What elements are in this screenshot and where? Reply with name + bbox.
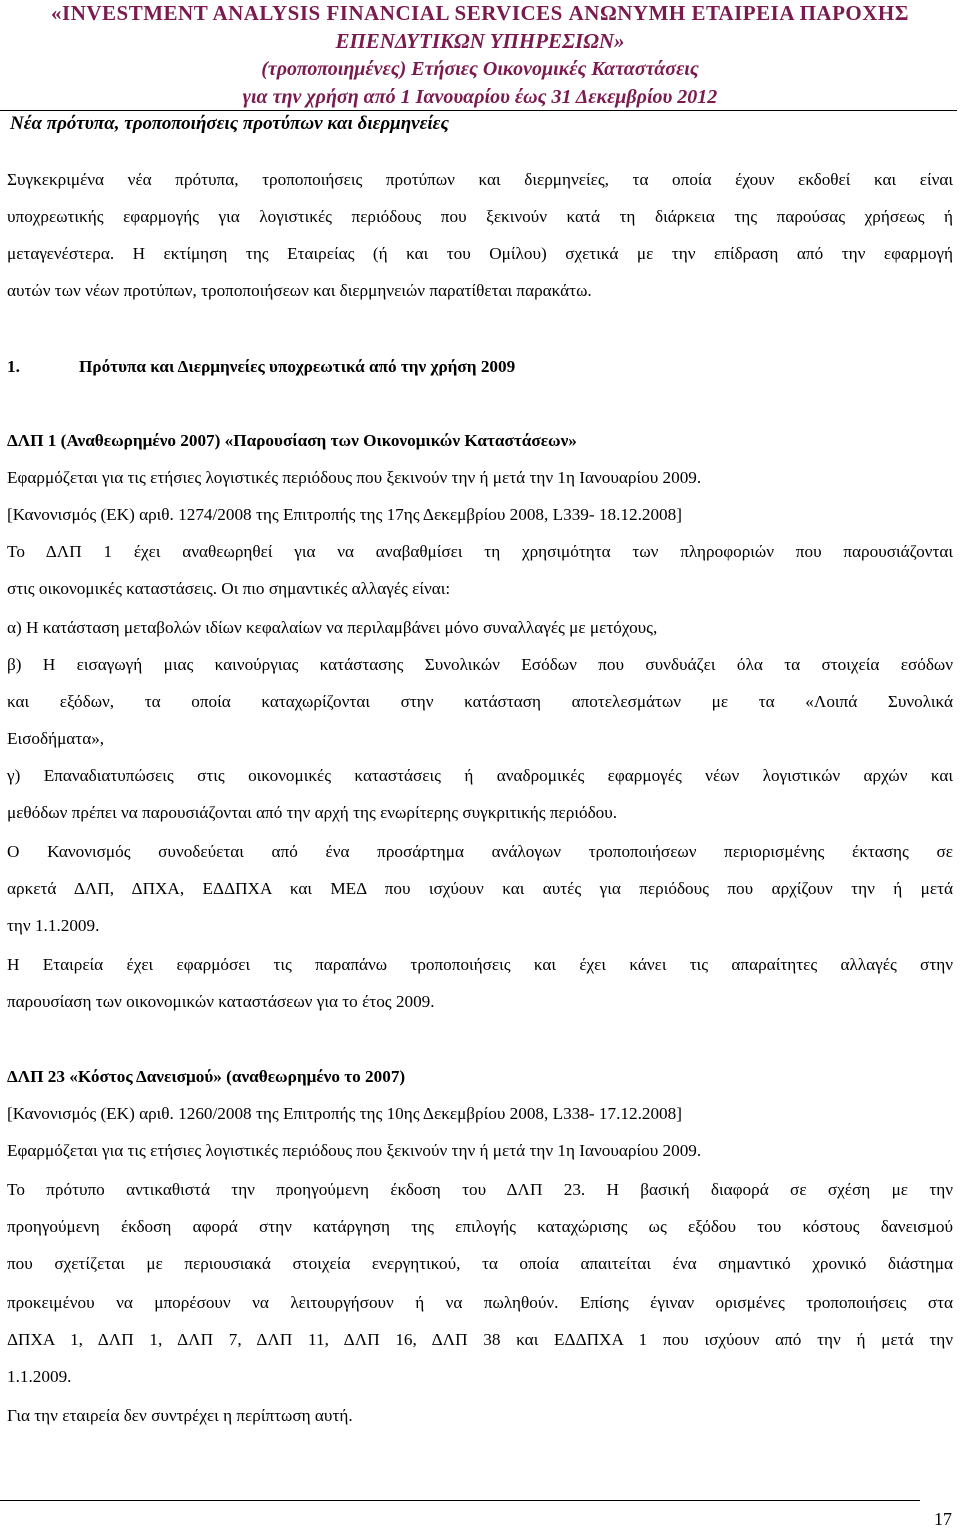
page-number: 17: [934, 1509, 952, 1529]
ias1-line: Η Εταιρεία έχει εφαρμόσει τις παραπάνω τροποποιήσεις και έχει κάνει τις απαραίτητες αλλαγές στην: [7, 955, 953, 974]
ias1-line: Εφαρμόζεται για τις ετήσιες λογιστικές περιόδους που ξεκινούν την ή μετά την 1η Ιανουαρίου 2009.: [7, 468, 702, 487]
subsection-number: 1.: [7, 357, 20, 376]
ias1-line: α) Η κατάσταση μεταβολών ιδίων κεφαλαίων να περιλαμβάνει μόνο συναλλαγές με μετόχους,: [7, 618, 658, 637]
ias1-line: παρουσίαση των οικονομικών καταστάσεων για το έτος 2009.: [7, 992, 435, 1011]
ias23-title: ΔΛΠ 23 «Κόστος Δανεισμού» (αναθεωρημένο το 2007): [7, 1067, 406, 1086]
ias23-line: [Κανονισμός (ΕΚ) αριθ. 1260/2008 της Επιτροπής της 10ης Δεκεμβρίου 2008, L338- 17.12.2008]: [7, 1104, 682, 1123]
intro-line: υποχρεωτικής εφαρμογής για λογιστικές περιόδους που ξεκινούν κατά τη διάρκεια της παρούσας χρήσεως ή: [7, 207, 953, 226]
ias23-line: προηγούμενη έκδοση αφορά στην κατάργηση της επιλογής καταχώρισης ως εξόδου του κόστους δανεισμού: [7, 1217, 953, 1236]
ias23-line: που σχετίζεται με περιουσιακά στοιχεία ενεργητικού, τα οποία απαιτείται ένα σημαντικό χρονικό διάστημα: [7, 1254, 953, 1273]
ias1-line: γ) Επαναδιατυπώσεις στις οικονομικές καταστάσεις ή αναδρομικές εφαρμογές νέων λογιστικών αρχών και: [7, 766, 953, 785]
ias1-line: και εξόδων, τα οποία καταχωρίζονται στην κατάσταση αποτελεσμάτων με τα «Λοιπά Συνολικά: [7, 692, 953, 711]
ias23-line: Το πρότυπο αντικαθιστά την προηγούμενη έκδοση του ΔΛΠ 23. Η βασική διαφορά σε σχέση με την: [7, 1180, 953, 1199]
ias1-line: β) Η εισαγωγή μιας καινούργιας κατάστασης Συνολικών Εσόδων που συνδυάζει όλα τα στοιχεία εσόδων: [7, 655, 953, 674]
header-company-name-cont: ΕΠΕΝΔΥΤΙΚΩΝ ΥΠΗΡΕΣΙΩΝ»: [335, 29, 625, 53]
ias1-title: ΔΛΠ 1 (Αναθεωρημένο 2007) «Παρουσίαση των Οικονομικών Καταστάσεων»: [7, 431, 577, 450]
intro-line: αυτών των νέων προτύπων, τροποποιήσεων και διερμηνειών παρατίθεται παρακάτω.: [7, 281, 592, 300]
ias23-line: Για την εταιρεία δεν συντρέχει η περίπτωση αυτή.: [7, 1406, 353, 1425]
header-divider: [0, 110, 957, 111]
ias23-line: ΔΠΧΑ 1, ΔΛΠ 1, ΔΛΠ 7, ΔΛΠ 11, ΔΛΠ 16, ΔΛΠ 38 και ΕΔΔΠΧΑ 1 που ισχύουν από την ή μετά την: [7, 1330, 953, 1349]
ias1-line: Το ΔΛΠ 1 έχει αναθεωρηθεί για να αναβαθμίσει τη χρησιμότητα των πληροφοριών που παρουσιάζονται: [7, 542, 953, 561]
ias1-line: Εισοδήματα»,: [7, 729, 105, 748]
header-report-period: για την χρήση από 1 Ιανουαρίου έως 31 Δεκεμβρίου 2012: [242, 86, 718, 108]
ias1-line: την 1.1.2009.: [7, 916, 100, 935]
ias23-line: 1.1.2009.: [7, 1367, 72, 1386]
section-title: Νέα πρότυπα, τροποποιήσεις προτύπων και διερμηνείες: [10, 113, 449, 134]
ias1-line: Ο Κανονισμός συνοδεύεται από ένα προσάρτημα ανάλογων τροποποιήσεων περιορισμένης έκτασης σε: [7, 842, 953, 861]
ias23-line: προκειμένου να μπορέσουν να λειτουργήσουν ή να πωληθούν. Επίσης έγιναν ορισμένες τροποποιήσεις στα: [7, 1293, 953, 1312]
ias1-line: στις οικονομικές καταστάσεις. Οι πιο σημαντικές αλλαγές είναι:: [7, 579, 451, 598]
intro-line: Συγκεκριμένα νέα πρότυπα, τροποποιήσεις προτύπων και διερμηνείες, τα οποία έχουν εκδοθεί και είναι: [7, 170, 953, 189]
ias1-line: μεθόδων πρέπει να παρουσιάζονται από την αρχή της ενωρίτερης συγκριτικής περιόδου.: [7, 803, 618, 822]
subsection-title: Πρότυπα και Διερμηνείες υποχρεωτικά από την χρήση 2009: [79, 357, 516, 376]
footer-divider: [0, 1500, 920, 1501]
header-report-title: (τροποποιημένες) Ετήσιες Οικονομικές Καταστάσεις: [261, 58, 699, 80]
ias23-line: Εφαρμόζεται για τις ετήσιες λογιστικές περιόδους που ξεκινούν την ή μετά την 1η Ιανουαρίου 2009.: [7, 1141, 702, 1160]
header-company-name: «INVESTMENT ANALYSIS FINANCIAL SERVICES ΑΝΩΝΥΜΗ ΕΤΑΙΡΕΙΑ ΠΑΡΟΧΗΣ: [51, 1, 909, 25]
ias1-line: [Κανονισμός (ΕΚ) αριθ. 1274/2008 της Επιτροπής της 17ης Δεκεμβρίου 2008, L339- 18.12.2008]: [7, 505, 682, 524]
intro-line: μεταγενέστερα. Η εκτίμηση της Εταιρείας (ή και του Ομίλου) σχετικά με την επίδραση από την εφαρμογή: [7, 244, 953, 263]
ias1-line: αρκετά ΔΛΠ, ΔΠΧΑ, ΕΔΔΠΧΑ και ΜΕΔ που ισχύουν και αυτές για περιόδους που αρχίζουν την ή μετά: [7, 879, 953, 898]
